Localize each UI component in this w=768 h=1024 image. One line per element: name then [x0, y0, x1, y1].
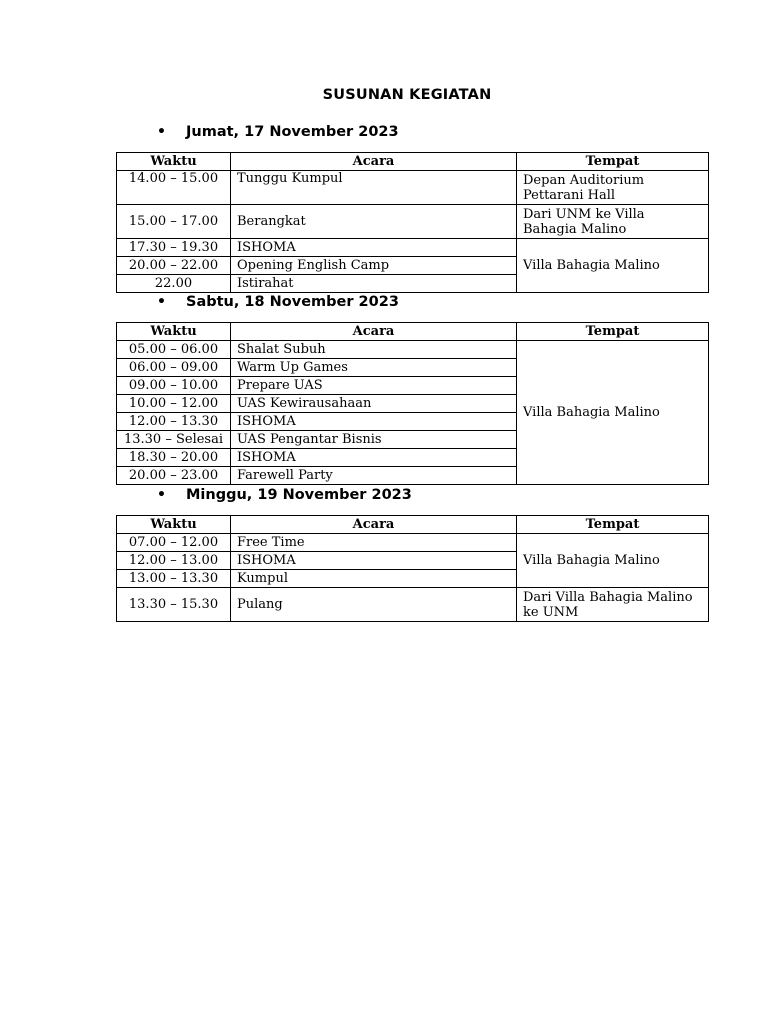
cell-waktu: 13.30 – 15.30 [117, 588, 231, 622]
table-row [117, 534, 709, 552]
day-section-minggu [116, 485, 708, 622]
day-heading [116, 485, 708, 505]
cell-acara: Istirahat [231, 275, 517, 293]
cell-waktu: 22.00 [117, 275, 231, 293]
schedule-table-jumat [116, 152, 709, 293]
cell-acara: Berangkat [231, 205, 517, 239]
cell-tempat: Villa Bahagia Malino [517, 534, 709, 588]
schedule-table-minggu [116, 515, 709, 622]
cell-acara: UAS Pengantar Bisnis [231, 431, 517, 449]
header-tempat: Tempat [517, 153, 709, 171]
bullet-icon: • [157, 294, 166, 310]
cell-waktu: 12.00 – 13.30 [117, 413, 231, 431]
bullet-icon: • [157, 124, 166, 140]
cell-waktu: 07.00 – 12.00 [117, 534, 231, 552]
day-section-sabtu [116, 292, 708, 485]
cell-acara: ISHOMA [231, 413, 517, 431]
cell-tempat: Villa Bahagia Malino [517, 239, 709, 293]
cell-acara: Shalat Subuh [231, 341, 517, 359]
cell-acara: Tunggu Kumpul [231, 171, 517, 205]
header-tempat: Tempat [517, 516, 709, 534]
day-section-jumat [116, 122, 708, 293]
bullet-icon: • [157, 487, 166, 503]
day-heading [116, 122, 708, 142]
table-row [117, 171, 709, 205]
page-title: SUSUNAN KEGIATAN [322, 87, 492, 103]
cell-tempat: Villa Bahagia Malino [517, 341, 709, 485]
cell-acara: Farewell Party [231, 467, 517, 485]
cell-tempat: Dari Villa Bahagia Malino ke UNM [517, 588, 709, 622]
cell-waktu: 17.30 – 19.30 [117, 239, 231, 257]
cell-acara: ISHOMA [231, 552, 517, 570]
cell-acara: Warm Up Games [231, 359, 517, 377]
cell-acara: UAS Kewirausahaan [231, 395, 517, 413]
cell-waktu: 10.00 – 12.00 [117, 395, 231, 413]
cell-tempat: Depan Auditorium Pettarani Hall [517, 171, 709, 205]
cell-acara: Prepare UAS [231, 377, 517, 395]
cell-acara: ISHOMA [231, 449, 517, 467]
header-waktu: Waktu [117, 516, 231, 534]
table-header-row [117, 153, 709, 171]
table-header-row [117, 323, 709, 341]
day-label: Minggu, 19 November 2023 [186, 487, 412, 503]
cell-waktu: 15.00 – 17.00 [117, 205, 231, 239]
cell-acara: Pulang [231, 588, 517, 622]
cell-waktu: 20.00 – 23.00 [117, 467, 231, 485]
day-label: Jumat, 17 November 2023 [186, 124, 399, 140]
cell-acara: Free Time [231, 534, 517, 552]
cell-acara: ISHOMA [231, 239, 517, 257]
header-acara: Acara [231, 323, 517, 341]
cell-waktu: 14.00 – 15.00 [117, 171, 231, 205]
cell-acara: Kumpul [231, 570, 517, 588]
cell-acara: Opening English Camp [231, 257, 517, 275]
table-header-row [117, 516, 709, 534]
cell-waktu: 05.00 – 06.00 [117, 341, 231, 359]
cell-waktu: 13.30 – Selesai [117, 431, 231, 449]
header-tempat: Tempat [517, 323, 709, 341]
header-acara: Acara [231, 516, 517, 534]
header-waktu: Waktu [117, 153, 231, 171]
table-row [117, 588, 709, 622]
header-waktu: Waktu [117, 323, 231, 341]
cell-tempat: Dari UNM ke Villa Bahagia Malino [517, 205, 709, 239]
cell-waktu: 09.00 – 10.00 [117, 377, 231, 395]
schedule-table-sabtu [116, 322, 709, 485]
cell-waktu: 20.00 – 22.00 [117, 257, 231, 275]
cell-waktu: 06.00 – 09.00 [117, 359, 231, 377]
table-row [117, 341, 709, 359]
cell-waktu: 12.00 – 13.00 [117, 552, 231, 570]
table-row [117, 205, 709, 239]
day-heading [116, 292, 708, 312]
cell-waktu: 13.00 – 13.30 [117, 570, 231, 588]
header-acara: Acara [231, 153, 517, 171]
table-row [117, 239, 709, 257]
cell-waktu: 18.30 – 20.00 [117, 449, 231, 467]
day-label: Sabtu, 18 November 2023 [186, 294, 399, 310]
